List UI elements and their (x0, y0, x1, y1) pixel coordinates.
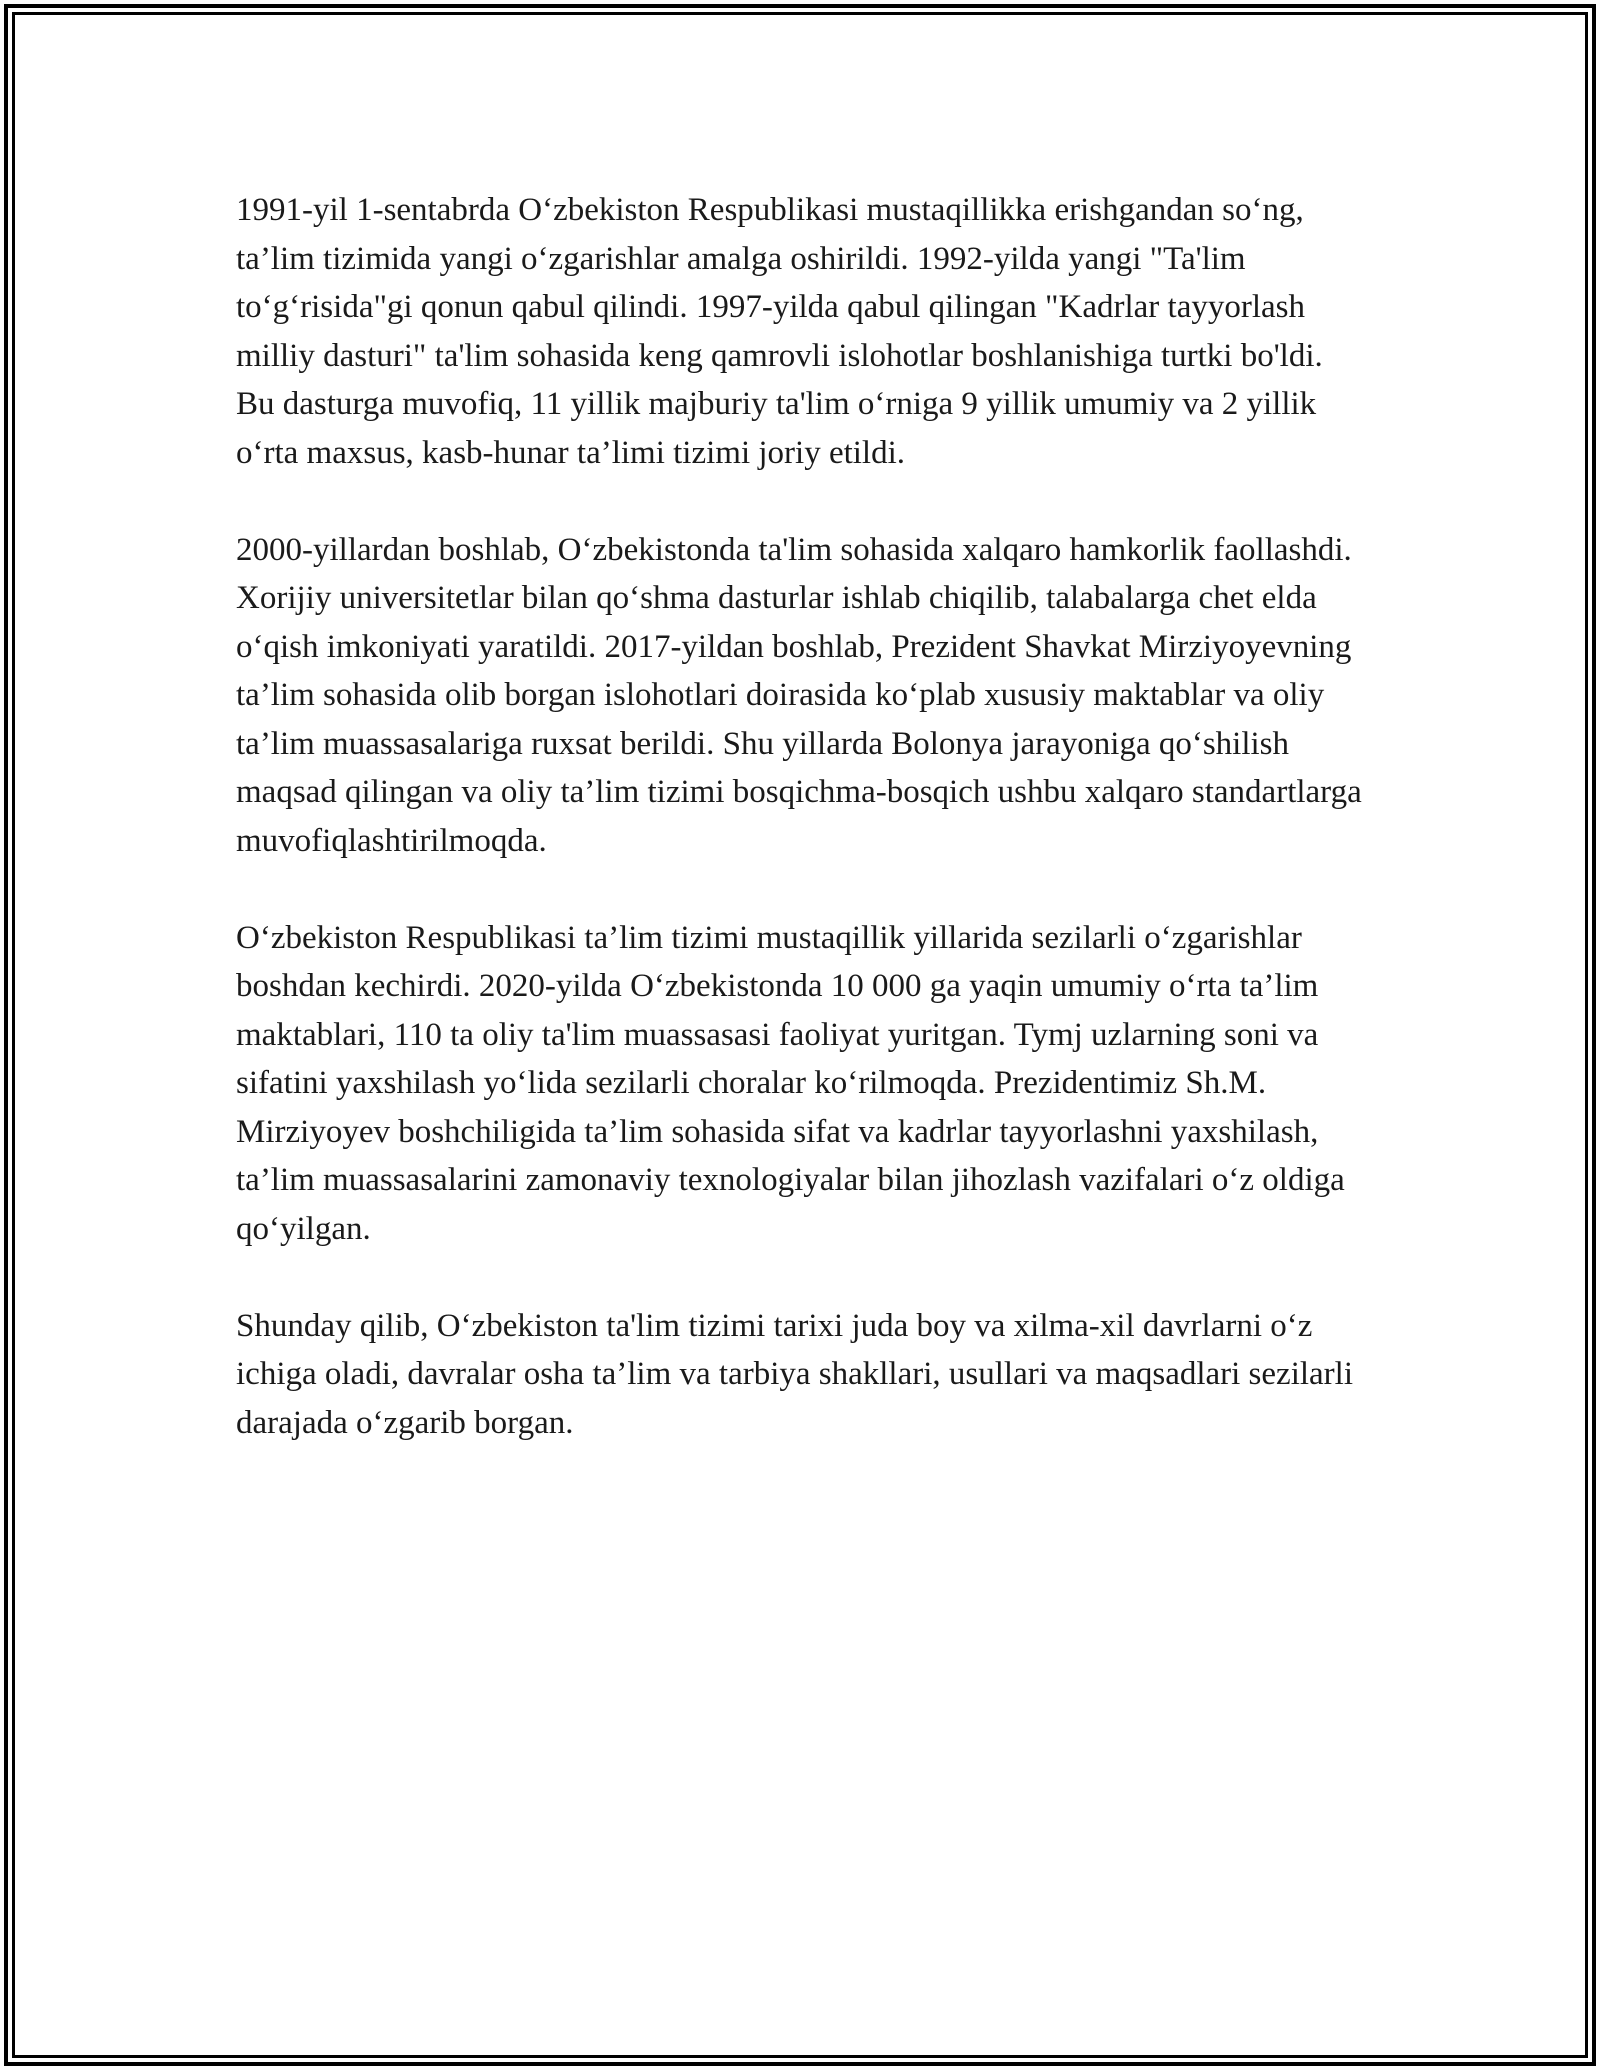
paragraph-conclusion: Shunday qilib, O‘zbekiston ta'lim tizimi tarixi juda boy va xilma-xil davrlarni o‘z ichiga oladi, davralar osha ta’lim va tarbiya shakllari, usullari va maqsadlari sezilarli darajada o‘zgarib borgan. (236, 1307, 1354, 1441)
paragraph-independence-reforms: 1991-yil 1-sentabrda O‘zbekiston Respublikasi mustaqillikka erishgandan so‘ng, ta’lim tizimida yangi o‘zgarishlar amalga oshirildi. 1992-yilda yangi "Ta'lim to‘g‘risida"gi qonun qabul qilindi. 1997-yilda qabul qilingan "Kadrlar tayyorlash milliy dasturi" ta'lim sohasida keng qamrovli islohotlar boshlanishiga turtki bo'ldi. Bu dasturga muvofiq, 11 yillik majburiy ta'lim o‘rniga 9 yillik umumiy va 2 yillik o‘rta maxsus, kasb-hunar ta’limi tizimi joriy etildi. (236, 192, 1323, 471)
paragraph-education-system-changes: O‘zbekiston Respublikasi ta’lim tizimi mustaqillik yillarida sezilarli o‘zgarishlar boshdan kechirdi. 2020-yilda O‘zbekistonda 10 000 ga yaqin umumiy o‘rta ta’lim maktablari, 110 ta oliy ta'lim muassasasi faoliyat yuritgan. Tymj uzlarning soni va sifatini yaxshilash yo‘lida sezilarli choralar ko‘rilmoqda. Prezidentimiz Sh.M. Mirziyoyev boshchiligida ta’lim sohasida sifat va kadrlar tayyorlashni yaxshilash, ta’lim muassasalarini zamonaviy texnologiyalar bilan jihozlash vazifalari o‘z oldiga qo‘yilgan. (236, 919, 1345, 1247)
document-body (236, 186, 1366, 1447)
paragraph-international-cooperation: 2000-yillardan boshlab, O‘zbekistonda ta'lim sohasida xalqaro hamkorlik faollashdi. Xorijiy universitetlar bilan qo‘shma dasturlar ishlab chiqilib, talabalarga chet elda o‘qish imkoniyati yaratildi. 2017-yildan boshlab, Prezident Shavkat Mirziyoyevning ta’lim sohasida olib borgan islohotlari doirasida ko‘plab xususiy maktablar va oliy ta’lim muassasalariga ruxsat berildi. Shu yillarda Bolonya jarayoniga qo‘shilish maqsad qilingan va oliy ta’lim tizimi bosqichma-bosqich ushbu xalqaro standartlarga muvofiqlashtirilmoqda. (236, 531, 1362, 859)
